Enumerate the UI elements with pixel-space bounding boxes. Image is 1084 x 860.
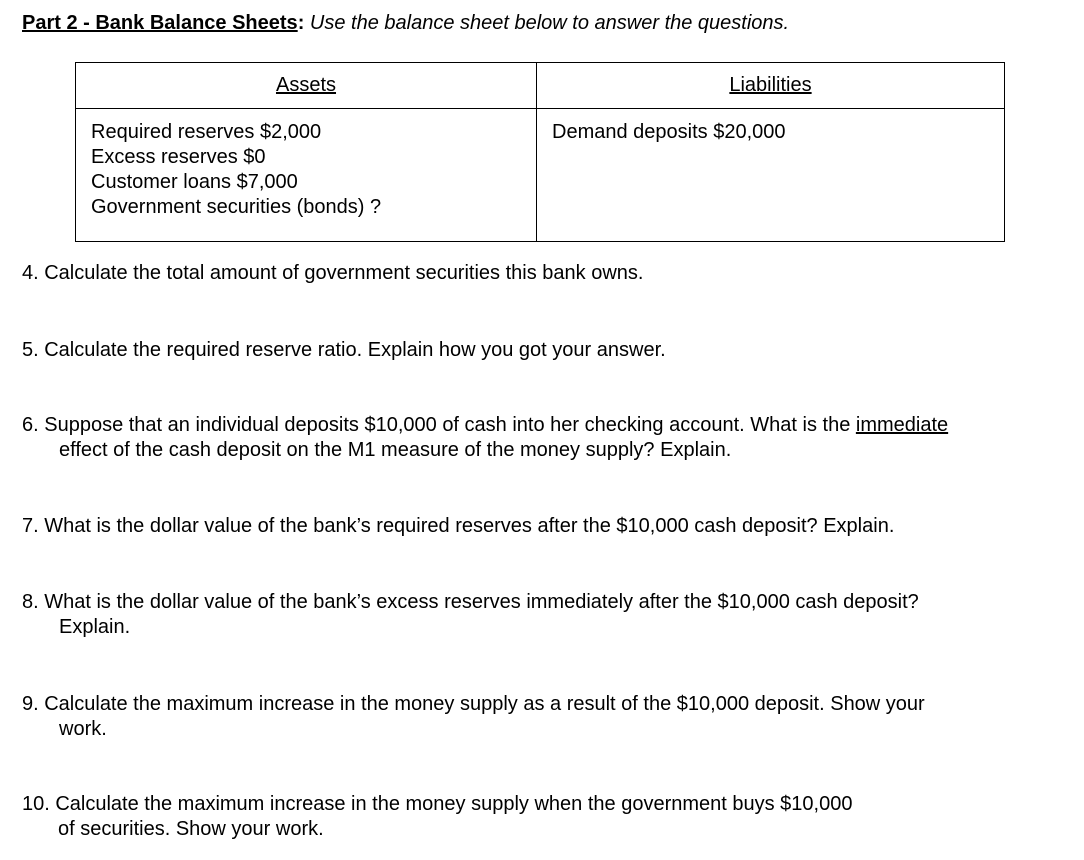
asset-excess-reserves: Excess reserves $0 bbox=[91, 146, 266, 168]
part-title: Part 2 - Bank Balance Sheets bbox=[22, 12, 298, 34]
section-heading bbox=[22, 11, 789, 36]
asset-customer-loans: Customer loans $7,000 bbox=[91, 171, 298, 193]
question-4: 4. Calculate the total amount of government securities this bank owns. bbox=[22, 262, 644, 284]
balance-sheet-body-row bbox=[76, 109, 1005, 242]
question-10 bbox=[22, 792, 852, 842]
question-9-continuation: work. bbox=[59, 718, 107, 740]
assets-cell bbox=[76, 109, 537, 242]
heading-instruction: Use the balance sheet below to answer the questions. bbox=[304, 12, 790, 34]
question-9-text: 9. Calculate the maximum increase in the money supply as a result of the $10,000 deposit. Show your bbox=[22, 693, 925, 715]
assets-header: Assets bbox=[76, 63, 537, 109]
liabilities-header: Liabilities bbox=[537, 63, 1005, 109]
liabilities-cell bbox=[537, 109, 1005, 242]
question-8-text: 8. What is the dollar value of the bank’s excess reserves immediately after the $10,000 cash deposit? bbox=[22, 591, 919, 613]
question-8-continuation: Explain. bbox=[59, 616, 131, 638]
question-5: 5. Calculate the required reserve ratio. Explain how you got your answer. bbox=[22, 339, 666, 361]
balance-sheet-header-row bbox=[76, 63, 1005, 109]
question-6-text: 6. Suppose that an individual deposits $10,000 of cash into her checking account. What is the bbox=[22, 414, 856, 436]
question-9 bbox=[22, 692, 925, 742]
question-8 bbox=[22, 590, 919, 640]
balance-sheet-table bbox=[75, 62, 1005, 242]
liability-demand-deposits: Demand deposits $20,000 bbox=[552, 121, 786, 143]
question-7: 7. What is the dollar value of the bank’s required reserves after the $10,000 cash deposit? Explain. bbox=[22, 515, 895, 537]
question-6-emphasis: immediate bbox=[855, 414, 949, 436]
question-10-continuation: of securities. Show your work. bbox=[58, 818, 324, 840]
question-6 bbox=[22, 413, 948, 463]
question-10-text: 10. Calculate the maximum increase in the money supply when the government buys $10,000 bbox=[22, 793, 853, 815]
question-6-continuation: effect of the cash deposit on the M1 measure of the money supply? Explain. bbox=[59, 439, 732, 461]
asset-government-securities: Government securities (bonds) ? bbox=[91, 196, 382, 218]
heading-colon: : bbox=[297, 12, 305, 34]
asset-required-reserves: Required reserves $2,000 bbox=[91, 121, 322, 143]
